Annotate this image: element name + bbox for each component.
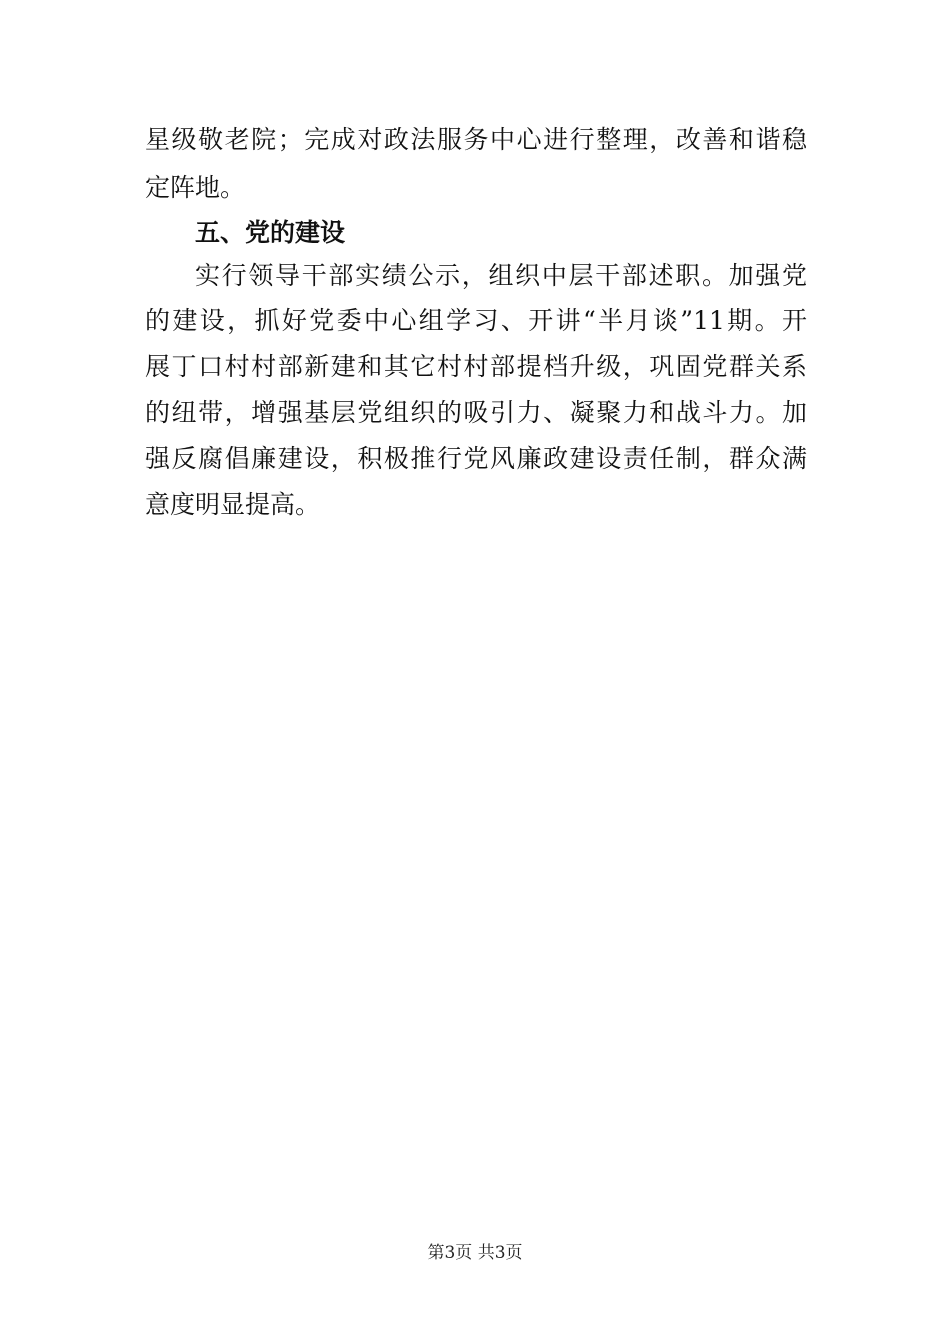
- paragraph-line: 的纽带，增强基层党组织的吸引力、凝聚力和战斗力。加: [145, 398, 807, 427]
- paragraph-line: 的建设，抓好党委中心组学习、开讲“半月谈”11期。开: [145, 306, 807, 335]
- paragraph-line: 强反腐倡廉建设，积极推行党风廉政建设责任制，群众满: [145, 444, 807, 473]
- section-heading: 五、党的建设: [195, 218, 346, 247]
- paragraph-line: 意度明显提高。: [145, 490, 321, 519]
- body-text-line: 定阵地。: [145, 173, 246, 202]
- paragraph-line: 实行领导干部实绩公示，组织中层干部述职。加强党: [195, 261, 807, 290]
- page-number-footer: 第3页 共3页: [427, 1243, 523, 1263]
- body-text-line: 星级敬老院；完成对政法服务中心进行整理，改善和谐稳: [145, 125, 807, 154]
- paragraph-line: 展丁口村村部新建和其它村村部提档升级，巩固党群关系: [145, 352, 807, 381]
